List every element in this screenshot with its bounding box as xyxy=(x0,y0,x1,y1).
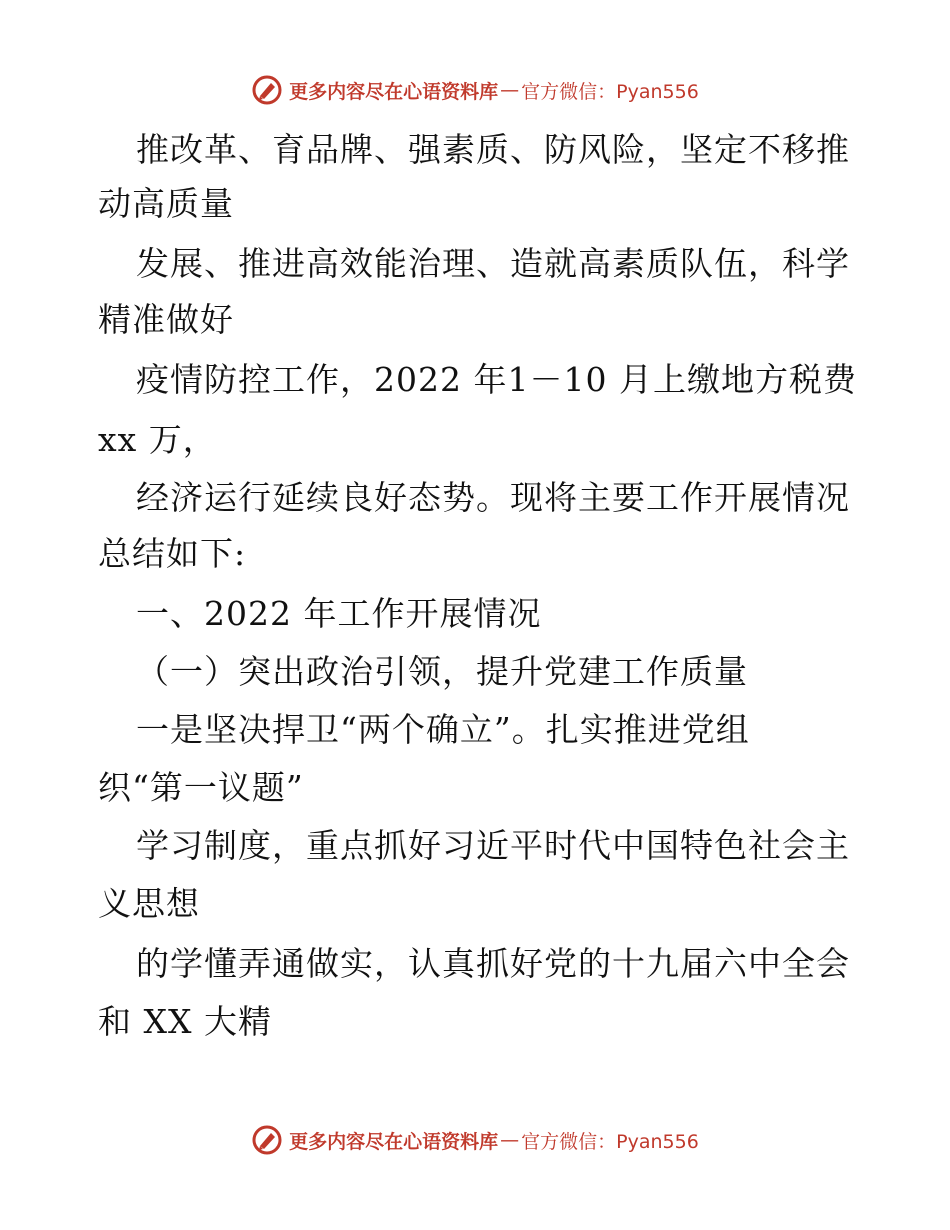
paragraph-line: 学习制度，重点抓好习近平时代中国特色社会主 xyxy=(136,826,850,865)
header-banner xyxy=(0,70,950,110)
paragraph-line: 义思想 xyxy=(98,884,200,923)
subsection-heading: （一）突出政治引领，提升党建工作质量 xyxy=(136,652,748,691)
banner-wechat: 官方微信：Pyan556 xyxy=(521,1130,699,1153)
banner-title: 更多内容尽在心语资料库 xyxy=(289,80,499,103)
paragraph-line: 经济运行延续良好态势。现将主要工作开展情况 xyxy=(136,478,850,517)
paragraph-line: 一是坚决捍卫“两个确立”。扎实推进党组 xyxy=(136,710,750,749)
paragraph-line: 发展、推进高效能治理、造就高素质队伍，科学 xyxy=(136,244,850,283)
paragraph-line: 推改革、育品牌、强素质、防风险，坚定不移推 xyxy=(136,130,850,169)
section-heading: 一、2022 年工作开展情况 xyxy=(136,594,542,633)
logo-icon xyxy=(251,74,283,106)
paragraph-line: 和 XX 大精 xyxy=(98,1002,272,1041)
footer-banner xyxy=(0,1120,950,1160)
paragraph-line: 织“第一议题” xyxy=(98,768,304,807)
banner-separator: — xyxy=(500,79,520,101)
paragraph-line: 动高质量 xyxy=(98,184,234,223)
logo-icon xyxy=(251,1124,283,1156)
paragraph-line: 的学懂弄通做实，认真抓好党的十九届六中全会 xyxy=(136,944,850,983)
paragraph-line: 疫情防控工作，2022 年1－10 月上缴地方税费 xyxy=(136,360,857,399)
banner-title: 更多内容尽在心语资料库 xyxy=(289,1130,499,1153)
banner-separator: — xyxy=(500,1129,520,1151)
paragraph-line: xx 万， xyxy=(98,420,217,459)
paragraph-line: 总结如下: xyxy=(98,534,247,573)
banner-wechat: 官方微信：Pyan556 xyxy=(521,80,699,103)
paragraph-line: 精准做好 xyxy=(98,300,234,339)
